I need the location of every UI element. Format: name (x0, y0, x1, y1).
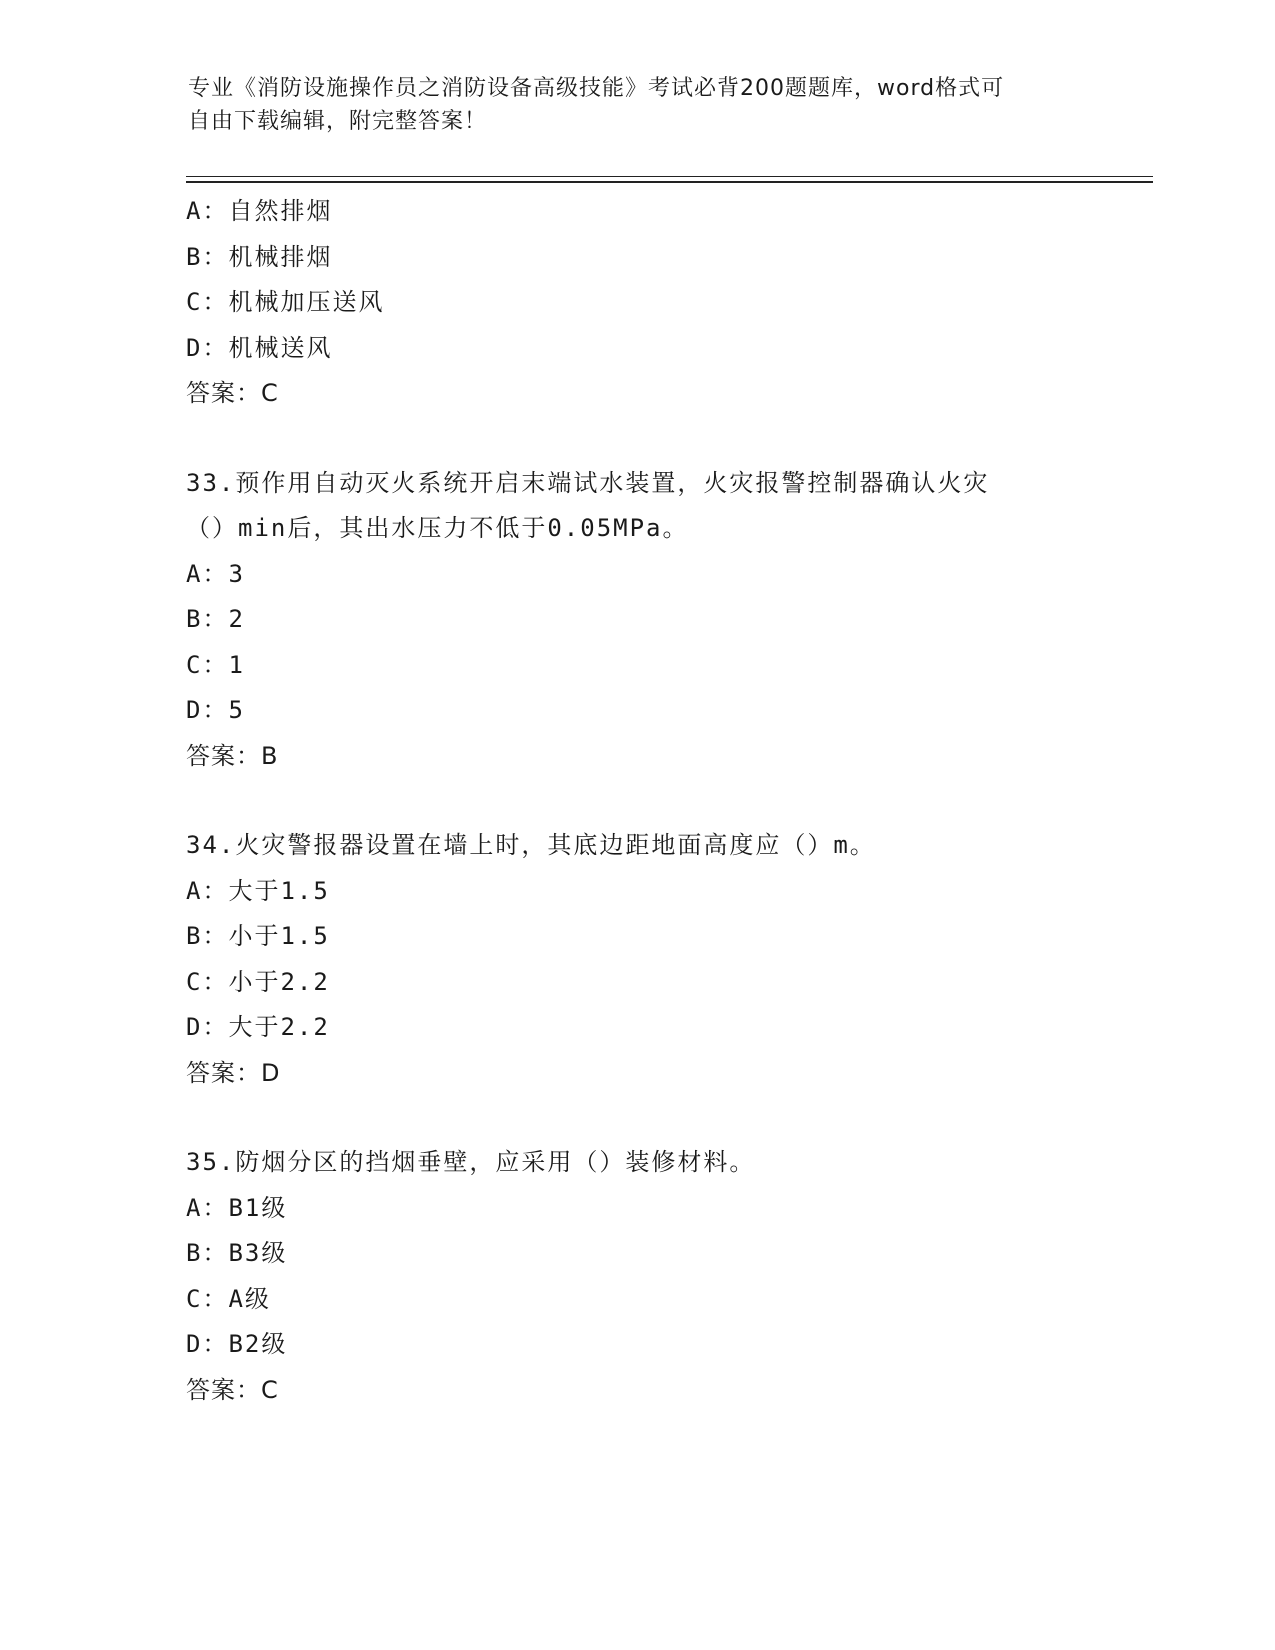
header-divider-thick (186, 181, 1153, 183)
option-d: D：B2级 (186, 1330, 288, 1358)
question-stem-line: 35.防烟分区的挡烟垂壁，应采用（）装修材料。 (186, 1148, 756, 1176)
option-b: B：机械排烟 (186, 242, 333, 271)
option-d: D：大于2.2 (186, 1013, 330, 1041)
answer-line: 答案：D (186, 1058, 281, 1087)
option-b: B：2 (186, 605, 245, 633)
option-c: C：机械加压送风 (186, 288, 385, 316)
spacer (186, 417, 1146, 461)
previous-question-block (186, 189, 1146, 417)
answer-line: 答案：C (186, 1375, 279, 1404)
answer-line: 答案：C (186, 379, 279, 407)
option-a: A：自然排烟 (186, 197, 333, 225)
question-stem-line: 33.预作用自动灭火系统开启末端试水装置，火灾报警控制器确认火灾 (186, 468, 990, 497)
option-a: A：B1级 (186, 1193, 288, 1222)
answer-line: 答案：B (186, 741, 279, 770)
question-stem-line: （）min后，其出水压力不低于0.05MPa。 (186, 514, 689, 542)
option-c: C：A级 (186, 1284, 271, 1313)
option-d: D：机械送风 (186, 333, 333, 362)
question-block-33 (186, 461, 1146, 780)
option-a: A：大于1.5 (186, 876, 330, 905)
option-d: D：5 (186, 696, 245, 724)
option-c: C：1 (186, 650, 245, 679)
option-c: C：小于2.2 (186, 967, 330, 996)
header-title-line-1: 专业《消防设施操作员之消防设备高级技能》考试必背200题题库，word格式可 (188, 76, 1005, 101)
option-a: A：3 (186, 559, 245, 588)
spacer (186, 1096, 1146, 1140)
header-title-line-2: 自由下载编辑，附完整答案！ (188, 109, 488, 134)
option-b: B：小于1.5 (186, 922, 330, 950)
question-block-34 (186, 823, 1146, 1096)
document-header (188, 72, 1068, 138)
question-content (186, 189, 1146, 1413)
question-block-35 (186, 1140, 1146, 1413)
header-divider-thin (186, 176, 1153, 177)
question-stem-line: 34.火灾警报器设置在墙上时，其底边距地面高度应（）m。 (186, 831, 876, 859)
spacer (186, 779, 1146, 823)
option-b: B：B3级 (186, 1239, 288, 1267)
